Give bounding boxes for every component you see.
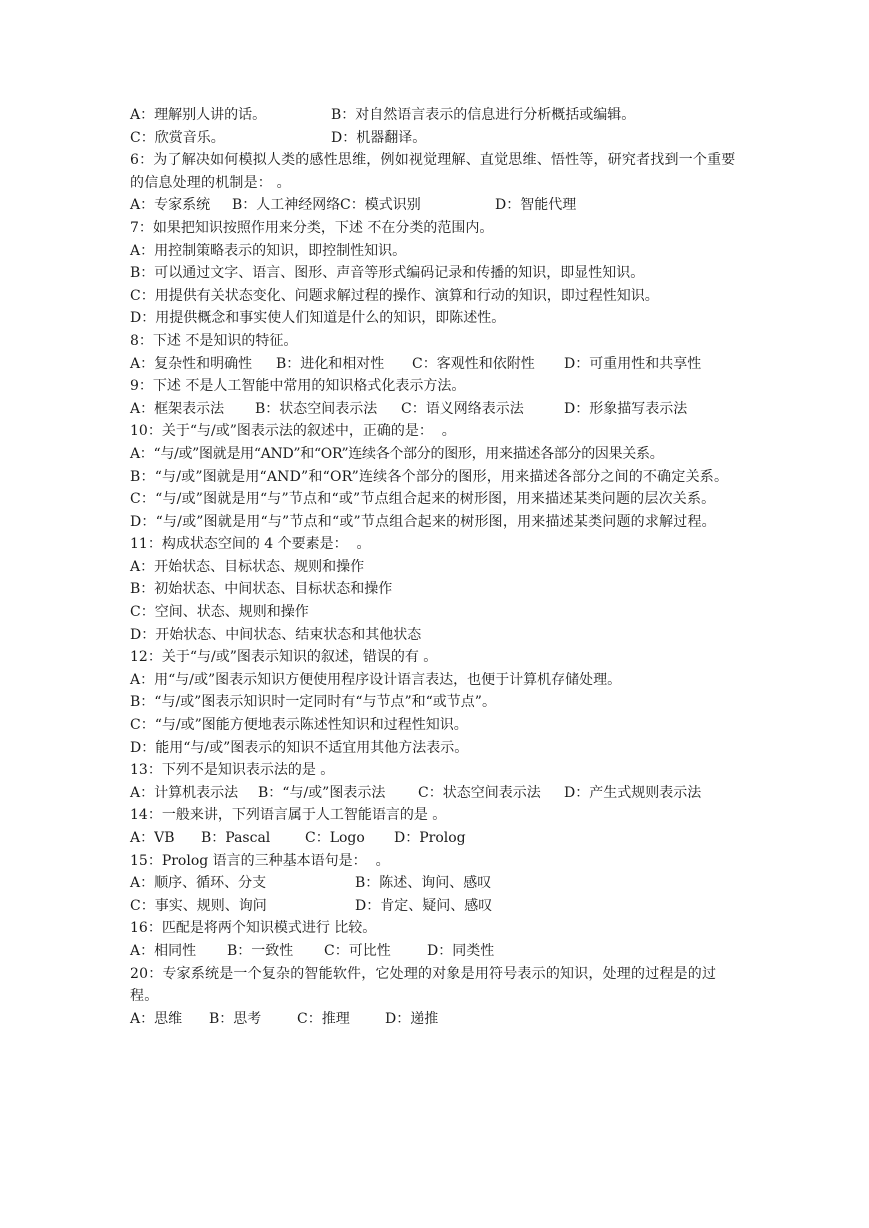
- option-d: D：能用“与/或”图表示的知识不适宜用其他方法表示。: [130, 739, 469, 756]
- question-6: 6：为了解决如何模拟人类的感性思维，例如视觉理解、直觉思维、悟性等，研究者找到一个重要的信息处理的机制是： 。: [130, 152, 736, 191]
- question-7: 7：如果把知识按照作用来分类，下述 不在分类的范围内。: [130, 219, 494, 236]
- option-c: C：空间、状态、规则和操作: [130, 604, 309, 621]
- question-11: 11：构成状态空间的 4 个要素是： 。: [130, 536, 371, 553]
- option-c: C：用提供有关状态变化、问题求解过程的操作、演算和行动的知识，即过程性知识。: [130, 287, 659, 304]
- option-b: B：进化和相对性: [276, 355, 385, 372]
- option-a: A：“与/或”图就是用“AND”和“OR”连续各个部分的图形，用来描述各部分的因果关系。: [130, 445, 664, 462]
- option-a: A：计算机表示法: [130, 784, 239, 801]
- option-a: A：专家系统: [130, 197, 211, 214]
- option-c: C：Logo: [305, 830, 365, 846]
- option-c: C：客观性和依附性: [412, 355, 535, 372]
- document-page: [130, 104, 742, 1030]
- q9-options: [130, 398, 742, 421]
- question-13: 13：下列不是知识表示法的是 。: [130, 762, 335, 779]
- option-c: C：模式识别: [340, 197, 421, 214]
- option-a: A：用控制策略表示的知识，即控制性知识。: [130, 242, 407, 259]
- option-c: C：事实、规则、询问: [130, 897, 267, 914]
- option-b: B：状态空间表示法: [255, 400, 378, 417]
- question-20: 20：专家系统是一个复杂的智能软件，它处理的对象是用符号表示的知识，处理的过程是的过程。: [130, 965, 717, 1005]
- option-d: D：同类性: [427, 942, 495, 959]
- q5-options-cd: [130, 127, 742, 150]
- option-d: D：用提供概念和事实使人们知道是什么的知识，即陈述性。: [130, 310, 506, 327]
- option-d: D：递推: [385, 1010, 439, 1027]
- option-d: D：可重用性和共享性: [564, 355, 702, 372]
- option-d: D：机器翻译。: [331, 129, 427, 146]
- q16-options: [130, 940, 742, 963]
- option-a: A：VB: [130, 830, 175, 846]
- option-a: A：相同性: [130, 942, 197, 959]
- option-a: A：思维: [130, 1010, 183, 1027]
- question-14: 14：一般来讲，下列语言属于人工智能语言的是 。: [130, 807, 447, 824]
- option-b: B：人工神经网络: [232, 197, 341, 214]
- option-d: D：“与/或”图就是用“与”节点和“或”节点组合起来的树形图，用来描述某类问题的求解过程。: [130, 513, 716, 530]
- option-c: C：“与/或”图能方便地表示陈述性知识和过程性知识。: [130, 717, 468, 734]
- q5-options-ab: [130, 104, 742, 127]
- question-16: 16：匹配是将两个知识模式进行 比较。: [130, 920, 377, 937]
- option-d: D：开始状态、中间状态、结束状态和其他状态: [130, 626, 422, 643]
- option-b: B：“与/或”图就是用“AND”和“OR”连续各个部分的图形，用来描述各部分之间的不确定关系。: [130, 468, 729, 485]
- option-c: C：“与/或”图就是用“与”节点和“或”节点组合起来的树形图，用来描述某类问题的层次关系。: [130, 491, 716, 508]
- option-b: B：Pascal: [201, 830, 271, 846]
- option-d: D：产生式规则表示法: [564, 784, 702, 801]
- question-9: 9：下述 不是人工智能中常用的知识格式化表示方法。: [130, 378, 466, 395]
- question-12: 12：关于“与/或”图表示知识的叙述，错误的有 。: [130, 649, 438, 666]
- option-a: A：复杂性和明确性: [130, 355, 253, 372]
- option-b: B：思考: [209, 1010, 262, 1027]
- option-c: C：推理: [297, 1010, 350, 1027]
- option-d: D：Prolog: [394, 830, 466, 846]
- option-d: D：形象描写表示法: [564, 400, 688, 417]
- option-a: A：用“与/或”图表示知识方便使用程序设计语言表达，也便于计算机存储处理。: [130, 671, 622, 688]
- option-d: D：智能代理: [495, 197, 577, 214]
- q13-options: [130, 782, 742, 805]
- option-b: B：对自然语言表示的信息进行分析概括或编辑。: [331, 107, 636, 123]
- q6-options: [130, 194, 742, 217]
- option-a: A：顺序、循环、分支: [130, 875, 267, 892]
- option-b: B：陈述、询问、感叹: [355, 875, 492, 892]
- option-b: B：一致性: [227, 942, 294, 959]
- q20-options: [130, 1008, 742, 1031]
- question-8: 8：下述 不是知识的特征。: [130, 332, 298, 349]
- option-d: D：肯定、疑问、感叹: [355, 897, 493, 914]
- question-10: 10：关于“与/或”图表示法的叙述中，正确的是： 。: [130, 423, 456, 440]
- option-b: B：初始状态、中间状态、目标状态和操作: [130, 581, 393, 598]
- question-15: 15：Prolog 语言的三种基本语句是： 。: [130, 852, 390, 869]
- q15-options-cd: [130, 895, 742, 918]
- option-c: C：欣赏音乐。: [130, 129, 225, 146]
- option-b: B：“与/或”图表示法: [258, 784, 386, 801]
- option-a: A：理解别人讲的话。: [130, 107, 267, 123]
- q8-options: [130, 353, 742, 376]
- q14-options: [130, 827, 742, 850]
- option-a: A：框架表示法: [130, 400, 225, 417]
- option-c: C：状态空间表示法: [418, 784, 541, 801]
- option-c: C：语义网络表示法: [401, 400, 524, 417]
- option-b: B：可以通过文字、语言、图形、声音等形式编码记录和传播的知识，即显性知识。: [130, 265, 645, 282]
- q15-options-ab: [130, 872, 742, 895]
- option-c: C：可比性: [324, 942, 391, 959]
- option-a: A：开始状态、目标状态、规则和操作: [130, 558, 365, 575]
- option-b: B：“与/或”图表示知识时一定同时有“与节点”和“或节点”。: [130, 694, 496, 711]
